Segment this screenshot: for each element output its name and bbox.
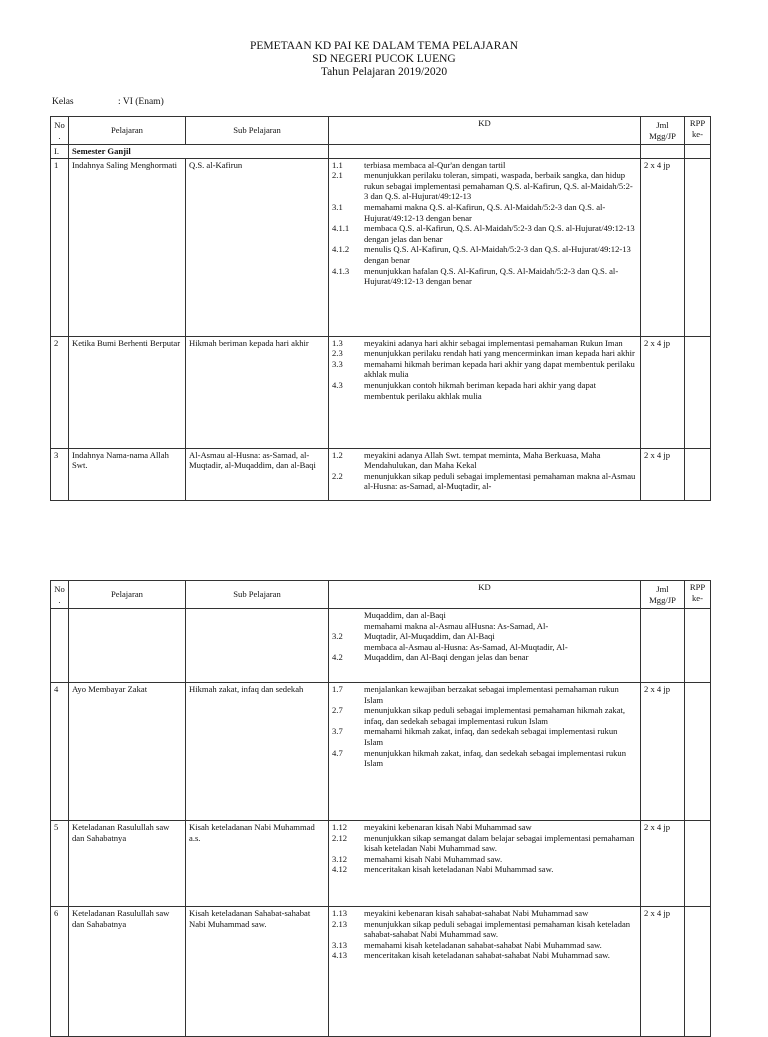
row-jml: 2 x 4 jp: [641, 448, 685, 500]
table-row: [51, 683, 711, 821]
kd-item: [332, 940, 637, 951]
row-sub-pelajaran: Kisah keteladanan Sahabat-sahabat Nabi Muhammad saw.: [186, 907, 329, 1037]
kd-code: 2.7: [332, 705, 343, 716]
row-no: 4: [51, 683, 69, 821]
kd-item: [332, 908, 637, 919]
kd-text: menceritakan kisah keteladanan sahabat-sahabat Nabi Muhammad saw.: [364, 950, 610, 961]
kd-code: 3.13: [332, 939, 348, 950]
col-no: No .: [51, 117, 69, 145]
kelas-label: Kelas: [52, 97, 74, 107]
kd-item: [332, 223, 637, 244]
row-pelajaran: Keteladanan Rasulullah saw dan Sahabatnya: [69, 907, 186, 1037]
row-rpp: [685, 158, 711, 336]
kd-text: menunjukkan perilaku toleran, simpati, waspada, berbaik sangka, dan hidup rukun sebagai implementasi pemahaman Q.S. al-Kafirun, Q.S. al-Maidah/5:2-3 dan Q.S. al-Hujurat/49:12-13: [364, 170, 633, 202]
kd-code: 2.13: [332, 918, 348, 929]
header-school: SD NEGERI PUCOK LUENG: [312, 53, 456, 65]
kd-code: 1.1: [332, 159, 343, 170]
kd-code: 3.12: [332, 853, 348, 864]
kd-text: Muqaddim, dan al-Baqi: [364, 610, 446, 620]
kd-text: Muqaddim, dan Al-Baqi dengan jelas dan benar: [364, 652, 529, 663]
kd-text: Muqtadir, Al-Muqaddim, dan Al-Baqi: [364, 631, 495, 642]
kd-item: [332, 950, 637, 961]
row-rpp: [685, 821, 711, 907]
col-pelajaran: Pelajaran: [69, 581, 186, 609]
kd-text: menunjukkan hafalan Q.S. Al-Kafirun, Q.S. Al-Maidah/5:2-3 dan Q.S. al-Hujurat/49:12-13 dengan benar: [364, 265, 619, 287]
kd-code: 4.2: [332, 652, 343, 663]
kd-code: 2.1: [332, 170, 343, 181]
document-page-2: [0, 560, 768, 1024]
kd-code: 1.7: [332, 684, 343, 694]
col-kd: KD: [329, 117, 641, 145]
kd-item: [332, 266, 637, 287]
kd-item: [332, 359, 637, 380]
kd-text: membaca Q.S. al-Kafirun, Q.S. Al-Maidah/5:2-3 dan Q.S. al-Hujurat/49:12-13 dengan jelas dan benar: [364, 223, 635, 244]
table-body-2: [51, 683, 711, 1037]
kd-code: 4.1.1: [332, 223, 350, 234]
row-pelajaran: Indahnya Nama-nama Allah Swt.: [69, 448, 186, 500]
kd-item: [332, 919, 637, 940]
kd-item: [332, 621, 637, 632]
row-sub-pelajaran: Al-Asmau al-Husna: as-Samad, al-Muqtadir, al-Muqaddim, dan al-Baqi: [186, 448, 329, 500]
table-row: [51, 336, 711, 448]
kd-code: 2.12: [332, 832, 348, 843]
mapping-table-1: [50, 116, 711, 501]
kd-code: 1.2: [332, 449, 343, 460]
kd-text: meyakini kebenaran kisah sahabat-sahabat Nabi Muhammad saw: [364, 908, 589, 918]
kd-text: menunjukkan sikap peduli sebagai implementasi pemahaman hikmah zakat, infaq, dan sedekah sebagai implementasi rukun Islam: [364, 705, 626, 726]
table-header-row: [51, 581, 711, 609]
kd-text: menunjukkan perilaku rendah hati yang mencerminkan iman kepada hari akhir: [364, 348, 635, 359]
kd-text: memahami kisah keteladanan sahabat-sahabat Nabi Muhammad saw.: [364, 939, 602, 950]
row-no: 6: [51, 907, 69, 1037]
kd-code: 4.1.2: [332, 244, 350, 255]
kelas-line: [52, 97, 164, 107]
kd-item: [332, 642, 637, 653]
kd-code: 4.12: [332, 864, 348, 875]
row-kd: [329, 821, 641, 907]
row-sub-pelajaran: Kisah keteladanan Nabi Muhammad a.s.: [186, 821, 329, 907]
continuation-row: [51, 609, 711, 683]
row-jml: 2 x 4 jp: [641, 336, 685, 448]
kd-code: 1.12: [332, 822, 348, 832]
semester-label: Semester Ganjil: [69, 145, 329, 159]
kd-text: menunjukkan sikap peduli sebagai implementasi pemahaman makna al-Asmau al-Husna: as-Samad, al-Muqtadir, al-: [364, 470, 636, 492]
kd-item: [332, 833, 637, 854]
kelas-value: : VI (Enam): [118, 97, 164, 107]
col-no: No .: [51, 581, 69, 609]
kd-text: memahami hikmah beriman kepada hari akhir yang dapat membentuk perilaku akhlak mulia: [364, 358, 635, 380]
row-sub-pelajaran: Hikmah zakat, infaq dan sedekah: [186, 683, 329, 821]
col-jml: Jml Mgg/JP: [641, 117, 685, 145]
row-no: 5: [51, 821, 69, 907]
row-kd: [329, 158, 641, 336]
col-jml: Jml Mgg/JP: [641, 581, 685, 609]
kd-code: [332, 621, 364, 632]
kd-code: 2.2: [332, 470, 343, 481]
semester-no: I.: [51, 145, 69, 159]
kd-item: [332, 338, 637, 349]
col-kd: KD: [329, 581, 641, 609]
kd-code: 4.7: [332, 747, 343, 758]
header-title: PEMETAAN KD PAI KE DALAM TEMA PELAJARAN: [249, 40, 519, 52]
row-pelajaran: Ketika Bumi Berhenti Berputar: [69, 336, 186, 448]
col-rpp: RPP ke-: [685, 117, 711, 145]
kd-item: [332, 610, 637, 621]
kd-code: 1.3: [332, 337, 343, 348]
col-rpp: RPP ke-: [685, 581, 711, 609]
kd-text: menunjukkan sikap semangat dalam belajar sebagai implementasi pemahaman kisah keteladan Nabi Muhammad saw.: [364, 832, 635, 854]
col-pelajaran: Pelajaran: [69, 117, 186, 145]
row-no: 1: [51, 158, 69, 336]
kd-text: menulis Q.S. Al-Kafirun, Q.S. Al-Maidah/5:2-3 dan Q.S. al-Hujurat/49:12-13 dengan benar: [364, 244, 631, 265]
semester-row: [51, 145, 711, 159]
table-body-1: [51, 158, 711, 500]
kd-item: [332, 348, 637, 359]
kd-text: memahami hikmah zakat, infaq, dan sedekah sebagai implementasi rukun Islam: [364, 726, 618, 747]
table-header-row: [51, 117, 711, 145]
kd-item: [332, 748, 637, 769]
kd-item: [332, 450, 637, 471]
kd-item: [332, 170, 637, 202]
kd-code: [332, 610, 364, 621]
kd-item: [332, 471, 637, 492]
row-kd: [329, 336, 641, 448]
kd-code: 4.13: [332, 950, 348, 961]
kd-code: 2.3: [332, 348, 343, 359]
kd-item: [332, 160, 637, 171]
col-sub-pelajaran: Sub Pelajaran: [186, 581, 329, 609]
kd-text: meyakini adanya Allah Swt. tempat meminta, Maha Berkuasa, Maha Mendahulukan, dan Maha Kekal: [364, 449, 601, 471]
kd-item: [332, 652, 637, 663]
kd-item: [332, 864, 637, 875]
row-kd: [329, 683, 641, 821]
kd-code: 3.2: [332, 631, 343, 642]
kd-item: [332, 854, 637, 865]
row-jml: 2 x 4 jp: [641, 683, 685, 821]
row-rpp: [685, 683, 711, 821]
row-rpp: [685, 448, 711, 500]
kd-text: meyakini kebenaran kisah Nabi Muhammad saw: [364, 822, 532, 832]
kd-item: [332, 684, 637, 705]
kd-text: menunjukkan sikap peduli sebagai implementasi pemahaman kisah keteladan sahabat-sahabat Nabi Muhammad saw.: [364, 918, 631, 940]
row-no: 3: [51, 448, 69, 500]
kd-code: 4.3: [332, 379, 343, 390]
kd-code: 4.1.3: [332, 265, 350, 276]
row-sub-pelajaran: Q.S. al-Kafirun: [186, 158, 329, 336]
kd-text: menunjukkan contoh hikmah beriman kepada hari akhir yang dapat membentuk perilaku akhlak mulia: [364, 379, 596, 401]
row-pelajaran: Keteladanan Rasulullah saw dan Sahabatnya: [69, 821, 186, 907]
kd-text: membaca al-Asmau al-Husna: As-Samad, Al-Muqtadir, Al-: [364, 641, 568, 652]
row-rpp: [685, 336, 711, 448]
kd-text: menjalankan kewajiban berzakat sebagai implementasi pemahaman rukun Islam: [364, 684, 619, 705]
kd-code: 3.1: [332, 201, 343, 212]
kd-text: menceritakan kisah keteladanan Nabi Muhammad saw.: [364, 864, 554, 875]
kd-text: terbiasa membaca al-Qur'an dengan tartil: [364, 159, 506, 170]
continuation-kd: [329, 609, 641, 683]
kd-text: memahami makna al-Asmau alHusna: As-Samad, Al-: [364, 620, 549, 631]
kd-code: [332, 642, 364, 653]
kd-item: [332, 726, 637, 747]
header-year: Tahun Pelajaran 2019/2020: [320, 66, 448, 78]
row-sub-pelajaran: Hikmah beriman kepada hari akhir: [186, 336, 329, 448]
row-rpp: [685, 907, 711, 1037]
kd-text: menunjukkan hikmah zakat, infaq, dan sedekah sebagai implementasi rukun Islam: [364, 747, 627, 769]
row-no: 2: [51, 336, 69, 448]
table-row: [51, 158, 711, 336]
kd-code: 3.7: [332, 726, 343, 737]
table-row: [51, 907, 711, 1037]
row-pelajaran: Indahnya Saling Menghormati: [69, 158, 186, 336]
row-pelajaran: Ayo Membayar Zakat: [69, 683, 186, 821]
mapping-table-2: [50, 580, 711, 1037]
row-kd: [329, 907, 641, 1037]
kd-item: [332, 202, 637, 223]
col-sub-pelajaran: Sub Pelajaran: [186, 117, 329, 145]
document-header: [0, 40, 768, 79]
kd-text: meyakini adanya hari akhir sebagai implementasi pemahaman Rukun Iman: [364, 337, 623, 348]
row-kd: [329, 448, 641, 500]
kd-code: 3.3: [332, 358, 343, 369]
kd-text: memahami makna Q.S. al-Kafirun, Q.S. Al-Maidah/5:2-3 dan Q.S. al-Hujurat/49:12-13 dengan benar: [364, 201, 606, 223]
kd-item: [332, 822, 637, 833]
kd-item: [332, 244, 637, 265]
kd-item: [332, 705, 637, 726]
row-jml: 2 x 4 jp: [641, 907, 685, 1037]
row-jml: 2 x 4 jp: [641, 158, 685, 336]
kd-item: [332, 631, 637, 642]
kd-text: memahami kisah Nabi Muhammad saw.: [364, 853, 503, 864]
kd-item: [332, 380, 637, 401]
table-row: [51, 821, 711, 907]
kd-code: 1.13: [332, 908, 348, 918]
table-row: [51, 448, 711, 500]
row-jml: 2 x 4 jp: [641, 821, 685, 907]
